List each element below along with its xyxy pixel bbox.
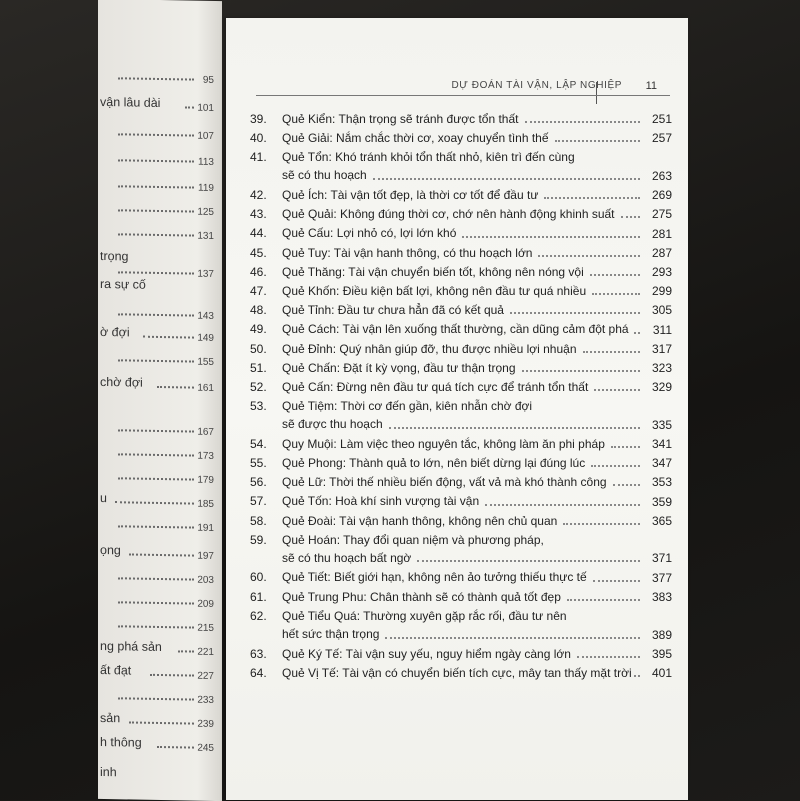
left-toc-leader	[118, 429, 194, 432]
left-toc-row	[98, 419, 222, 445]
left-toc-page: 119	[198, 182, 214, 194]
toc-entry	[250, 586, 670, 605]
left-toc-page: 245	[197, 742, 214, 754]
left-toc-page: 143	[197, 310, 214, 322]
left-toc-row	[98, 95, 222, 121]
toc-entry-title: Quẻ Ký Tế: Tài vận suy yếu, nguy hiểm ngày càng lớn	[282, 646, 571, 661]
left-toc-page: 239	[197, 718, 214, 730]
left-toc-page: 179	[197, 474, 214, 486]
toc-entry-number: 60.	[250, 570, 267, 585]
toc-dot-leader	[485, 504, 640, 506]
toc-entry-page: 311	[652, 322, 672, 337]
toc-dot-leader	[634, 332, 640, 334]
toc-entry-title: Quẻ Giải: Nắm chắc thời cơ, xoay chuyển tình thế	[282, 131, 549, 146]
toc-entry-title: Quẻ Ích: Tài vận tốt đẹp, là thời cơ tốt để đầu tư	[282, 188, 539, 203]
left-toc-page: 227	[197, 670, 214, 682]
left-toc-text: u	[100, 490, 107, 506]
toc-entry-title: Quẻ Tốn: Hoà khí sinh vượng tài vận	[282, 494, 480, 509]
toc-entry-number: 50.	[250, 341, 267, 356]
toc-dot-leader	[611, 446, 640, 448]
left-toc-leader	[115, 501, 194, 504]
toc-entry-number: 58.	[250, 513, 267, 528]
toc-entry	[250, 357, 670, 376]
toc-entry	[250, 146, 670, 184]
left-toc-row	[98, 223, 222, 249]
toc-dot-leader	[510, 312, 640, 314]
toc-entry-title: Quẻ Tỉnh: Đầu tư chưa hẳn đã có kết quả	[282, 303, 504, 318]
left-toc-page: 161	[197, 382, 214, 394]
toc-entry-page: 383	[651, 589, 672, 604]
toc-entry-page: 377	[651, 570, 672, 585]
left-toc-page: 137	[197, 268, 214, 280]
toc-entry-number: 46.	[250, 264, 267, 279]
toc-entry-title: Quẻ Cấu: Lợi nhỏ có, lợi lớn khó	[282, 226, 457, 241]
toc-entry	[250, 662, 670, 681]
left-page-toc	[98, 0, 222, 780]
toc-dot-leader	[385, 637, 640, 639]
left-toc-leader	[118, 625, 194, 628]
toc-entry-number: 51.	[250, 360, 267, 375]
toc-entry	[250, 395, 670, 433]
toc-entry	[250, 566, 670, 585]
left-toc-row	[98, 735, 222, 761]
toc-dot-leader	[525, 121, 640, 123]
left-toc-page: 215	[197, 622, 214, 634]
left-toc-row	[98, 467, 222, 493]
running-head: DỰ ĐOÁN TÀI VẬN, LẬP NGHIỆP	[451, 80, 622, 91]
toc-dot-leader	[373, 178, 640, 180]
toc-dot-leader	[591, 465, 640, 467]
toc-entry-page: 329	[651, 380, 672, 395]
toc-dot-leader	[522, 370, 640, 372]
toc-entry-page: 257	[651, 131, 672, 146]
toc-entry	[250, 242, 670, 261]
toc-entry-number: 42.	[250, 188, 267, 203]
toc-entry-page: 335	[651, 417, 672, 432]
left-toc-leader	[118, 359, 194, 362]
left-toc-leader	[157, 386, 194, 389]
left-toc-page: 191	[197, 522, 214, 534]
left-page	[98, 0, 222, 801]
left-toc-row	[98, 491, 222, 517]
left-toc-text: ất đạt	[100, 662, 132, 678]
toc-entry-page: 365	[651, 513, 672, 528]
toc-entry-page: 317	[651, 341, 672, 356]
toc-entry-number: 47.	[250, 284, 267, 298]
left-toc-leader	[118, 271, 194, 274]
toc-entry-page: 371	[651, 551, 672, 566]
toc-entry-number: 59.	[250, 532, 267, 547]
toc-entry-page: 347	[651, 456, 672, 471]
left-toc-page: 209	[197, 598, 214, 610]
left-toc-text: chờ đợi	[100, 374, 143, 390]
toc-entry-title: Quẻ Trung Phu: Chân thành sẽ có thành quả tốt đẹp	[282, 589, 561, 604]
toc-entry-title-continued: hết sức thận trọng	[282, 626, 380, 641]
toc-entry-page: 401	[651, 665, 672, 680]
toc-entry	[250, 261, 670, 280]
toc-entry-number: 45.	[250, 245, 267, 260]
toc-dot-leader	[417, 560, 640, 562]
toc-entry-page: 395	[651, 646, 672, 661]
toc-entry-title-continued: sẽ có thu hoạch	[282, 168, 367, 183]
toc-entry-title: Quẻ Phong: Thành quả to lớn, nên biết dừng lại đúng lúc	[282, 456, 586, 470]
left-toc-page: 125	[197, 206, 214, 218]
toc-dot-leader	[594, 389, 640, 391]
left-toc-text: ờ đợi	[100, 324, 130, 340]
table-of-contents	[250, 108, 670, 681]
toc-entry-number: 63.	[250, 646, 267, 661]
toc-entry-page: 269	[651, 188, 672, 203]
left-toc-leader	[118, 185, 194, 188]
toc-entry-page: 359	[651, 494, 672, 509]
toc-entry-page: 305	[651, 303, 672, 318]
left-toc-row	[98, 515, 222, 541]
left-toc-page: 101	[197, 102, 214, 114]
left-toc-text: vận lâu dài	[100, 94, 161, 111]
toc-dot-leader	[563, 523, 640, 525]
left-toc-leader	[185, 106, 194, 108]
left-toc-page: 131	[197, 230, 214, 242]
toc-entry-number: 48.	[250, 303, 267, 318]
toc-entry	[250, 529, 670, 567]
left-toc-row	[98, 325, 222, 351]
toc-entry	[250, 471, 670, 490]
toc-entry-number: 64.	[250, 665, 267, 680]
toc-entry	[250, 222, 670, 241]
toc-dot-leader	[621, 216, 640, 218]
header-rule	[256, 95, 670, 96]
left-toc-text: trọng	[100, 248, 129, 264]
left-toc-row	[98, 543, 222, 569]
toc-dot-leader	[613, 484, 640, 486]
toc-entry-title-continued: sẽ được thu hoạch	[282, 417, 383, 432]
left-toc-text: ra sự cố	[100, 276, 146, 292]
left-toc-page: 149	[197, 332, 214, 344]
toc-entry	[250, 127, 670, 146]
toc-entry	[250, 643, 670, 662]
toc-entry-page: 323	[651, 360, 672, 375]
page-number: 11	[645, 80, 657, 92]
left-toc-page: 197	[197, 550, 214, 562]
left-toc-leader	[150, 674, 194, 677]
toc-entry-number: 39.	[250, 112, 267, 126]
toc-entry	[250, 299, 670, 318]
toc-dot-leader	[389, 427, 640, 429]
left-toc-leader	[118, 209, 194, 212]
toc-entry-title: Quẻ Tiểu Quá: Thường xuyên gặp rắc rối, đầu tư nên	[282, 608, 567, 623]
left-toc-row	[98, 123, 222, 149]
toc-entry	[250, 490, 670, 509]
left-toc-page: 95	[202, 74, 214, 86]
left-toc-row	[98, 375, 222, 401]
left-toc-text: ng phá sản	[100, 638, 162, 655]
toc-entry-title: Quẻ Tổn: Khó tránh khỏi tổn thất nhỏ, kiên trì đến cùng	[282, 150, 575, 165]
toc-entry-title-continued: sẽ có thu hoạch bất ngờ	[282, 550, 412, 565]
left-toc-page: 107	[197, 130, 214, 142]
toc-entry	[250, 452, 670, 471]
toc-entry	[250, 280, 670, 299]
left-toc-leader	[143, 336, 194, 339]
left-toc-leader	[118, 577, 194, 580]
toc-dot-leader	[593, 580, 640, 582]
left-toc-leader	[129, 721, 194, 724]
toc-entry-page: 341	[651, 437, 672, 451]
toc-entry-number: 43.	[250, 207, 267, 222]
toc-entry-number: 49.	[250, 322, 267, 337]
toc-entry-title: Quẻ Cấn: Đừng nên đầu tư quá tích cực để tránh tổn thất	[282, 379, 589, 394]
toc-entry-title: Quẻ Đỉnh: Quý nhân giúp đỡ, thu được nhiều lợi nhuận	[282, 341, 577, 356]
left-toc-text: inh	[100, 764, 117, 780]
left-toc-page: 185	[197, 498, 214, 510]
right-page	[226, 18, 688, 800]
toc-dot-leader	[462, 236, 640, 238]
toc-entry	[250, 510, 670, 529]
left-toc-row	[98, 349, 222, 375]
toc-entry-title: Quẻ Chấn: Đặt ít kỳ vọng, đầu tư thận trọng	[282, 360, 516, 375]
left-toc-leader	[118, 233, 194, 236]
toc-entry-number: 41.	[250, 150, 267, 165]
left-toc-leader	[118, 601, 194, 604]
toc-entry-page: 281	[651, 226, 672, 241]
toc-entry	[250, 433, 670, 452]
toc-entry-number: 44.	[250, 226, 267, 241]
toc-entry-title: Quẻ Tiết: Biết giới hạn, không nên ảo tưởng thiếu thực tế	[282, 570, 587, 585]
toc-dot-leader	[538, 255, 640, 257]
toc-dot-leader	[590, 274, 640, 276]
toc-entry-title: Quẻ Vị Tế: Tài vận có chuyển biến tích cực, mây tan thấy mặt trời	[282, 665, 632, 680]
left-toc-leader	[157, 746, 194, 749]
left-toc-row	[98, 687, 222, 713]
left-toc-row	[98, 639, 222, 665]
left-toc-leader	[118, 697, 194, 700]
toc-dot-leader	[544, 197, 640, 199]
left-toc-row	[98, 149, 222, 175]
toc-entry-number: 54.	[250, 436, 267, 451]
toc-entry-title: Quẻ Khốn: Điều kiện bất lợi, không nên đầu tư quá nhiều	[282, 284, 587, 298]
toc-entry	[250, 184, 670, 203]
left-toc-page: 233	[197, 694, 214, 706]
left-toc-leader	[118, 133, 194, 136]
left-toc-row	[98, 67, 222, 93]
toc-entry	[250, 376, 670, 395]
toc-entry-number: 62.	[250, 608, 267, 623]
left-toc-row	[98, 711, 222, 737]
toc-entry-number: 56.	[250, 475, 267, 490]
toc-entry-title: Quẻ Quải: Không đúng thời cơ, chớ nên hành động khinh suất	[282, 207, 615, 222]
toc-entry-page: 287	[651, 245, 672, 260]
toc-entry-page: 353	[651, 475, 672, 490]
left-toc-leader	[178, 650, 194, 652]
left-toc-page: 113	[198, 156, 214, 168]
toc-entry-number: 61.	[250, 589, 267, 604]
left-toc-leader	[118, 525, 194, 528]
toc-entry-page: 293	[651, 265, 672, 279]
toc-entry-number: 55.	[250, 456, 267, 470]
toc-dot-leader	[634, 675, 640, 677]
toc-entry-title: Quẻ Lữ: Thời thế nhiều biến động, vất vả mà khó thành công	[282, 475, 607, 490]
left-toc-page: 203	[197, 574, 214, 586]
toc-entry-title: Quy Muội: Làm việc theo nguyên tắc, không làm ăn phi pháp	[282, 436, 605, 451]
toc-entry-page: 263	[651, 169, 672, 184]
toc-entry-number: 57.	[250, 494, 267, 509]
left-toc-page: 173	[197, 450, 214, 462]
left-toc-row	[98, 615, 222, 641]
toc-entry-title: Quẻ Hoán: Thay đổi quan niệm và phương pháp,	[282, 532, 544, 547]
toc-entry-title: Quẻ Tuy: Tài vận hanh thông, có thu hoạch lớn	[282, 245, 533, 260]
toc-entry-page: 251	[651, 112, 672, 127]
toc-entry-page: 389	[651, 627, 672, 642]
left-toc-page: 221	[197, 646, 214, 658]
left-toc-page: 155	[197, 356, 214, 368]
left-toc-text: ọng	[100, 542, 121, 558]
left-toc-row	[98, 591, 222, 617]
toc-dot-leader	[577, 656, 640, 658]
toc-entry-page: 275	[651, 207, 672, 222]
toc-entry-page: 299	[651, 284, 672, 299]
left-toc-leader	[118, 477, 194, 480]
left-toc-row	[98, 199, 222, 225]
toc-entry-title: Quẻ Cách: Tài vận lên xuống thất thường, cần dũng cảm đột phá	[282, 322, 629, 337]
toc-dot-leader	[567, 599, 640, 601]
left-toc-leader	[129, 553, 194, 556]
toc-entry	[250, 605, 670, 643]
header-divider	[596, 82, 597, 104]
left-toc-leader	[118, 453, 194, 456]
toc-dot-leader	[592, 293, 640, 295]
toc-entry-number: 40.	[250, 131, 267, 146]
left-toc-row	[98, 443, 222, 469]
left-toc-text: sản	[100, 710, 121, 726]
toc-entry	[250, 203, 670, 222]
left-toc-row	[98, 765, 222, 791]
left-toc-page: 167	[197, 426, 214, 438]
left-toc-leader	[118, 159, 194, 162]
toc-entry-title: Quẻ Tiệm: Thời cơ đến gần, kiên nhẫn chờ đợi	[282, 399, 533, 414]
left-toc-text: h thông	[100, 734, 142, 750]
left-toc-leader	[118, 313, 194, 316]
left-toc-row	[98, 567, 222, 593]
toc-dot-leader	[583, 351, 640, 353]
toc-entry	[250, 318, 670, 337]
left-toc-row	[98, 663, 222, 689]
toc-dot-leader	[555, 140, 640, 142]
left-toc-row	[98, 277, 222, 303]
left-toc-row	[98, 175, 222, 201]
toc-entry-number: 53.	[250, 399, 267, 414]
toc-entry-number: 52.	[250, 379, 267, 394]
left-toc-leader	[118, 77, 194, 80]
toc-entry-title: Quẻ Kiển: Thận trọng sẽ tránh được tổn thất	[282, 112, 519, 126]
toc-entry	[250, 108, 670, 127]
toc-entry-title: Quẻ Đoài: Tài vận hanh thông, không nên chủ quan	[282, 513, 558, 528]
toc-entry-title: Quẻ Thăng: Tài vận chuyển biến tốt, không nên nóng vội	[282, 264, 584, 279]
toc-entry	[250, 338, 670, 357]
